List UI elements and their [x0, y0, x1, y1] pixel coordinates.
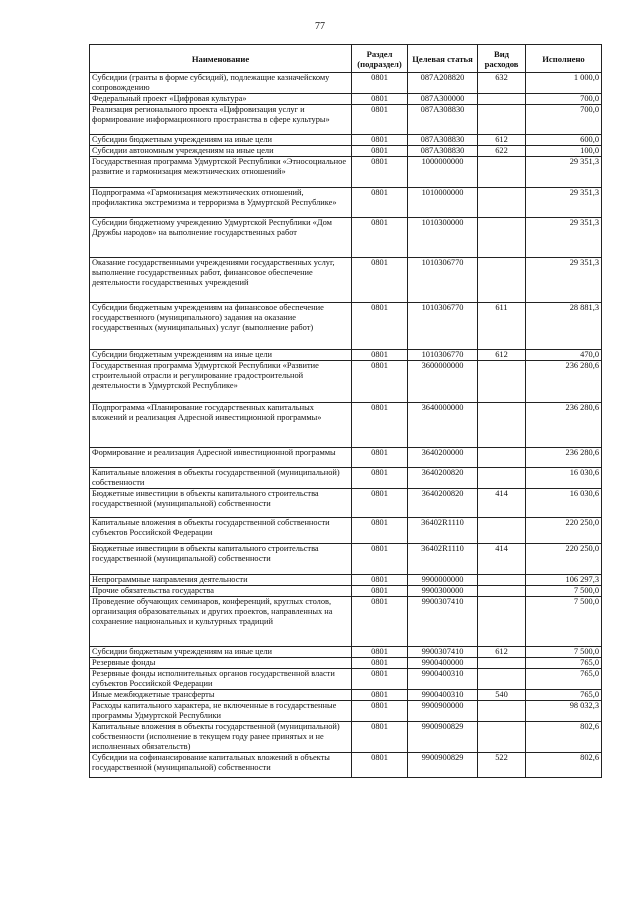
row-article-cell: 1010306770 [408, 303, 478, 350]
header-section: Раздел (подраздел) [352, 45, 408, 73]
row-article-cell: 3640200000 [408, 448, 478, 468]
row-section-cell: 0801 [352, 722, 408, 753]
row-expense-type-cell: 540 [478, 690, 526, 701]
row-executed-cell: 100,0 [526, 146, 602, 157]
header-executed: Исполнено [526, 45, 602, 73]
row-section-cell: 0801 [352, 105, 408, 135]
row-expense-type-cell [478, 518, 526, 544]
row-expense-type-cell [478, 658, 526, 669]
row-article-cell: 3640200820 [408, 468, 478, 489]
row-name-cell: Реализация регионального проекта «Цифровизация услуг и формирование информационного пространства в сфере культуры» [90, 105, 352, 135]
row-executed-cell: 16 030,6 [526, 489, 602, 518]
row-expense-type-cell [478, 448, 526, 468]
row-article-cell: 3640000000 [408, 403, 478, 448]
row-expense-type-cell [478, 157, 526, 188]
row-name-cell: Субсидии бюджетным учреждениям на иные цели [90, 350, 352, 361]
row-article-cell: 087A208820 [408, 73, 478, 94]
row-expense-type-cell: 522 [478, 753, 526, 778]
table-body [90, 73, 602, 778]
row-section-cell: 0801 [352, 489, 408, 518]
row-article-cell: 1010306770 [408, 258, 478, 303]
table-row [90, 157, 602, 188]
row-article-cell: 087A300000 [408, 94, 478, 105]
row-name-cell: Подпрограмма «Гармонизация межэтнических отношений, профилактика экстремизма и терроризма в Удмуртской Республике» [90, 188, 352, 218]
budget-table [89, 44, 602, 778]
table-row [90, 218, 602, 258]
header-article: Целевая статья [408, 45, 478, 73]
row-name-cell: Субсидии бюджетным учреждениям на иные цели [90, 135, 352, 146]
row-expense-type-cell: 414 [478, 489, 526, 518]
table-row [90, 361, 602, 403]
row-executed-cell: 236 280,6 [526, 448, 602, 468]
row-name-cell: Государственная программа Удмуртской Республики «Этносоциальное развитие и гармонизация межэтнических отношений» [90, 157, 352, 188]
row-executed-cell: 220 250,0 [526, 518, 602, 544]
row-section-cell: 0801 [352, 73, 408, 94]
table-row [90, 468, 602, 489]
row-executed-cell: 765,0 [526, 669, 602, 690]
row-executed-cell: 700,0 [526, 105, 602, 135]
row-section-cell: 0801 [352, 135, 408, 146]
row-expense-type-cell: 612 [478, 350, 526, 361]
row-name-cell: Прочие обязательства государства [90, 586, 352, 597]
row-article-cell: 9900300000 [408, 586, 478, 597]
row-article-cell: 1010000000 [408, 188, 478, 218]
row-name-cell: Субсидии бюджетным учреждениям на иные цели [90, 647, 352, 658]
row-name-cell: Государственная программа Удмуртской Республики «Развитие строительной отрасли и регулирование градостроительной деятельности в Удмуртской Республике» [90, 361, 352, 403]
row-name-cell: Иные межбюджетные трансферты [90, 690, 352, 701]
row-section-cell: 0801 [352, 575, 408, 586]
table-row [90, 188, 602, 218]
row-executed-cell: 16 030,6 [526, 468, 602, 489]
table-row [90, 753, 602, 778]
table-row [90, 73, 602, 94]
table-row [90, 597, 602, 647]
row-executed-cell: 29 351,3 [526, 218, 602, 258]
row-section-cell: 0801 [352, 361, 408, 403]
row-executed-cell: 802,6 [526, 722, 602, 753]
row-expense-type-cell: 612 [478, 135, 526, 146]
row-expense-type-cell [478, 597, 526, 647]
row-article-cell: 9900900000 [408, 701, 478, 722]
row-article-cell: 9900400000 [408, 658, 478, 669]
row-article-cell: 9900307410 [408, 597, 478, 647]
row-expense-type-cell: 414 [478, 544, 526, 575]
row-name-cell: Капитальные вложения в объекты государственной (муниципальной) собственности (исполнение в текущем году ранее принятых и не исполненных обязательств) [90, 722, 352, 753]
table-row [90, 690, 602, 701]
row-name-cell: Капитальные вложения в объекты государственной (муниципальной) собственности [90, 468, 352, 489]
row-section-cell: 0801 [352, 350, 408, 361]
row-name-cell: Оказание государственными учреждениями государственных услуг, выполнение государственных работ, финансовое обеспечение деятельности государственных учреждений [90, 258, 352, 303]
row-executed-cell: 98 032,3 [526, 701, 602, 722]
row-section-cell: 0801 [352, 403, 408, 448]
row-section-cell: 0801 [352, 753, 408, 778]
row-executed-cell: 7 500,0 [526, 647, 602, 658]
row-article-cell: 087A308830 [408, 135, 478, 146]
table-row [90, 105, 602, 135]
row-name-cell: Субсидии на софинансирование капитальных вложений в объекты государственной (муниципальной) собственности [90, 753, 352, 778]
row-executed-cell: 765,0 [526, 658, 602, 669]
row-section-cell: 0801 [352, 146, 408, 157]
row-expense-type-cell [478, 105, 526, 135]
row-article-cell: 1010306770 [408, 350, 478, 361]
row-expense-type-cell [478, 468, 526, 489]
row-expense-type-cell [478, 218, 526, 258]
table-row [90, 658, 602, 669]
row-expense-type-cell [478, 575, 526, 586]
header-name: Наименование [90, 45, 352, 73]
row-expense-type-cell [478, 722, 526, 753]
row-section-cell: 0801 [352, 468, 408, 489]
table-row [90, 258, 602, 303]
row-section-cell: 0801 [352, 701, 408, 722]
row-article-cell: 9900000000 [408, 575, 478, 586]
row-name-cell: Субсидии автономным учреждениям на иные цели [90, 146, 352, 157]
row-article-cell: 36402R1110 [408, 544, 478, 575]
row-article-cell: 36402R1110 [408, 518, 478, 544]
row-section-cell: 0801 [352, 586, 408, 597]
row-section-cell: 0801 [352, 658, 408, 669]
row-section-cell: 0801 [352, 544, 408, 575]
row-executed-cell: 29 351,3 [526, 157, 602, 188]
row-name-cell: Субсидии бюджетным учреждениям на финансовое обеспечение государственного (муниципального) задания на оказание государственных (муниципальных) услуг (выполнение работ) [90, 303, 352, 350]
row-section-cell: 0801 [352, 669, 408, 690]
row-executed-cell: 765,0 [526, 690, 602, 701]
table-row [90, 518, 602, 544]
row-article-cell: 9900900829 [408, 753, 478, 778]
table-row [90, 135, 602, 146]
row-article-cell: 9900400310 [408, 669, 478, 690]
table-row [90, 586, 602, 597]
table-row [90, 350, 602, 361]
row-name-cell: Непрограммные направления деятельности [90, 575, 352, 586]
row-section-cell: 0801 [352, 518, 408, 544]
row-article-cell: 087A308830 [408, 105, 478, 135]
row-executed-cell: 7 500,0 [526, 586, 602, 597]
row-executed-cell: 7 500,0 [526, 597, 602, 647]
row-expense-type-cell [478, 403, 526, 448]
row-executed-cell: 236 280,6 [526, 403, 602, 448]
row-section-cell: 0801 [352, 157, 408, 188]
row-section-cell: 0801 [352, 303, 408, 350]
row-executed-cell: 802,6 [526, 753, 602, 778]
row-article-cell: 9900400310 [408, 690, 478, 701]
table-row [90, 722, 602, 753]
row-executed-cell: 470,0 [526, 350, 602, 361]
row-executed-cell: 220 250,0 [526, 544, 602, 575]
row-article-cell: 087A308830 [408, 146, 478, 157]
row-expense-type-cell: 611 [478, 303, 526, 350]
row-expense-type-cell: 612 [478, 647, 526, 658]
row-expense-type-cell [478, 94, 526, 105]
table-row [90, 544, 602, 575]
table-row [90, 575, 602, 586]
row-section-cell: 0801 [352, 258, 408, 303]
row-expense-type-cell [478, 188, 526, 218]
table-row [90, 669, 602, 690]
row-section-cell: 0801 [352, 94, 408, 105]
row-executed-cell: 600,0 [526, 135, 602, 146]
row-executed-cell: 28 881,3 [526, 303, 602, 350]
row-expense-type-cell [478, 669, 526, 690]
table-header-row [90, 45, 602, 73]
row-article-cell: 1000000000 [408, 157, 478, 188]
row-name-cell: Подпрограмма «Планирование государственных капитальных вложений и реализация Адресной инвестиционной программы» [90, 403, 352, 448]
row-name-cell: Бюджетные инвестиции в объекты капитального строительства государственной (муниципальной) собственности [90, 489, 352, 518]
row-section-cell: 0801 [352, 690, 408, 701]
row-name-cell: Проведение обучающих семинаров, конференций, круглых столов, организация образовательных и других проектов, направленных на сохранение национальных и культурных традиций [90, 597, 352, 647]
row-executed-cell: 29 351,3 [526, 258, 602, 303]
table-row [90, 403, 602, 448]
row-article-cell: 9900307410 [408, 647, 478, 658]
row-section-cell: 0801 [352, 647, 408, 658]
row-expense-type-cell [478, 586, 526, 597]
row-name-cell: Резервные фонды [90, 658, 352, 669]
row-expense-type-cell [478, 258, 526, 303]
page-number: 77 [315, 21, 325, 32]
row-name-cell: Бюджетные инвестиции в объекты капитального строительства государственной (муниципальной) собственности [90, 544, 352, 575]
row-article-cell: 9900900829 [408, 722, 478, 753]
row-expense-type-cell [478, 701, 526, 722]
row-executed-cell: 700,0 [526, 94, 602, 105]
row-executed-cell: 106 297,3 [526, 575, 602, 586]
row-article-cell: 3640200820 [408, 489, 478, 518]
row-section-cell: 0801 [352, 597, 408, 647]
row-executed-cell: 236 280,6 [526, 361, 602, 403]
row-expense-type-cell: 622 [478, 146, 526, 157]
row-name-cell: Капитальные вложения в объекты государственной собственности субъектов Российской Федерации [90, 518, 352, 544]
row-article-cell: 3600000000 [408, 361, 478, 403]
table-row [90, 94, 602, 105]
table-row [90, 448, 602, 468]
row-name-cell: Субсидии (гранты в форме субсидий), подлежащие казначейскому сопровождению [90, 73, 352, 94]
row-expense-type-cell [478, 361, 526, 403]
row-executed-cell: 29 351,3 [526, 188, 602, 218]
row-section-cell: 0801 [352, 188, 408, 218]
table-row [90, 647, 602, 658]
table-row [90, 146, 602, 157]
row-name-cell: Расходы капитального характера, не включенные в государственные программы Удмуртской Республики [90, 701, 352, 722]
row-name-cell: Формирование и реализация Адресной инвестиционной программы [90, 448, 352, 468]
row-article-cell: 1010300000 [408, 218, 478, 258]
header-expense-type: Вид расходов [478, 45, 526, 73]
row-name-cell: Федеральный проект «Цифровая культура» [90, 94, 352, 105]
table-row [90, 303, 602, 350]
row-expense-type-cell: 632 [478, 73, 526, 94]
row-name-cell: Субсидии бюджетному учреждению Удмуртской Республики «Дом Дружбы народов» на выполнение государственных работ [90, 218, 352, 258]
row-name-cell: Резервные фонды исполнительных органов государственной власти субъектов Российской Федерации [90, 669, 352, 690]
row-section-cell: 0801 [352, 218, 408, 258]
row-executed-cell: 1 000,0 [526, 73, 602, 94]
table-row [90, 489, 602, 518]
row-section-cell: 0801 [352, 448, 408, 468]
table-row [90, 701, 602, 722]
